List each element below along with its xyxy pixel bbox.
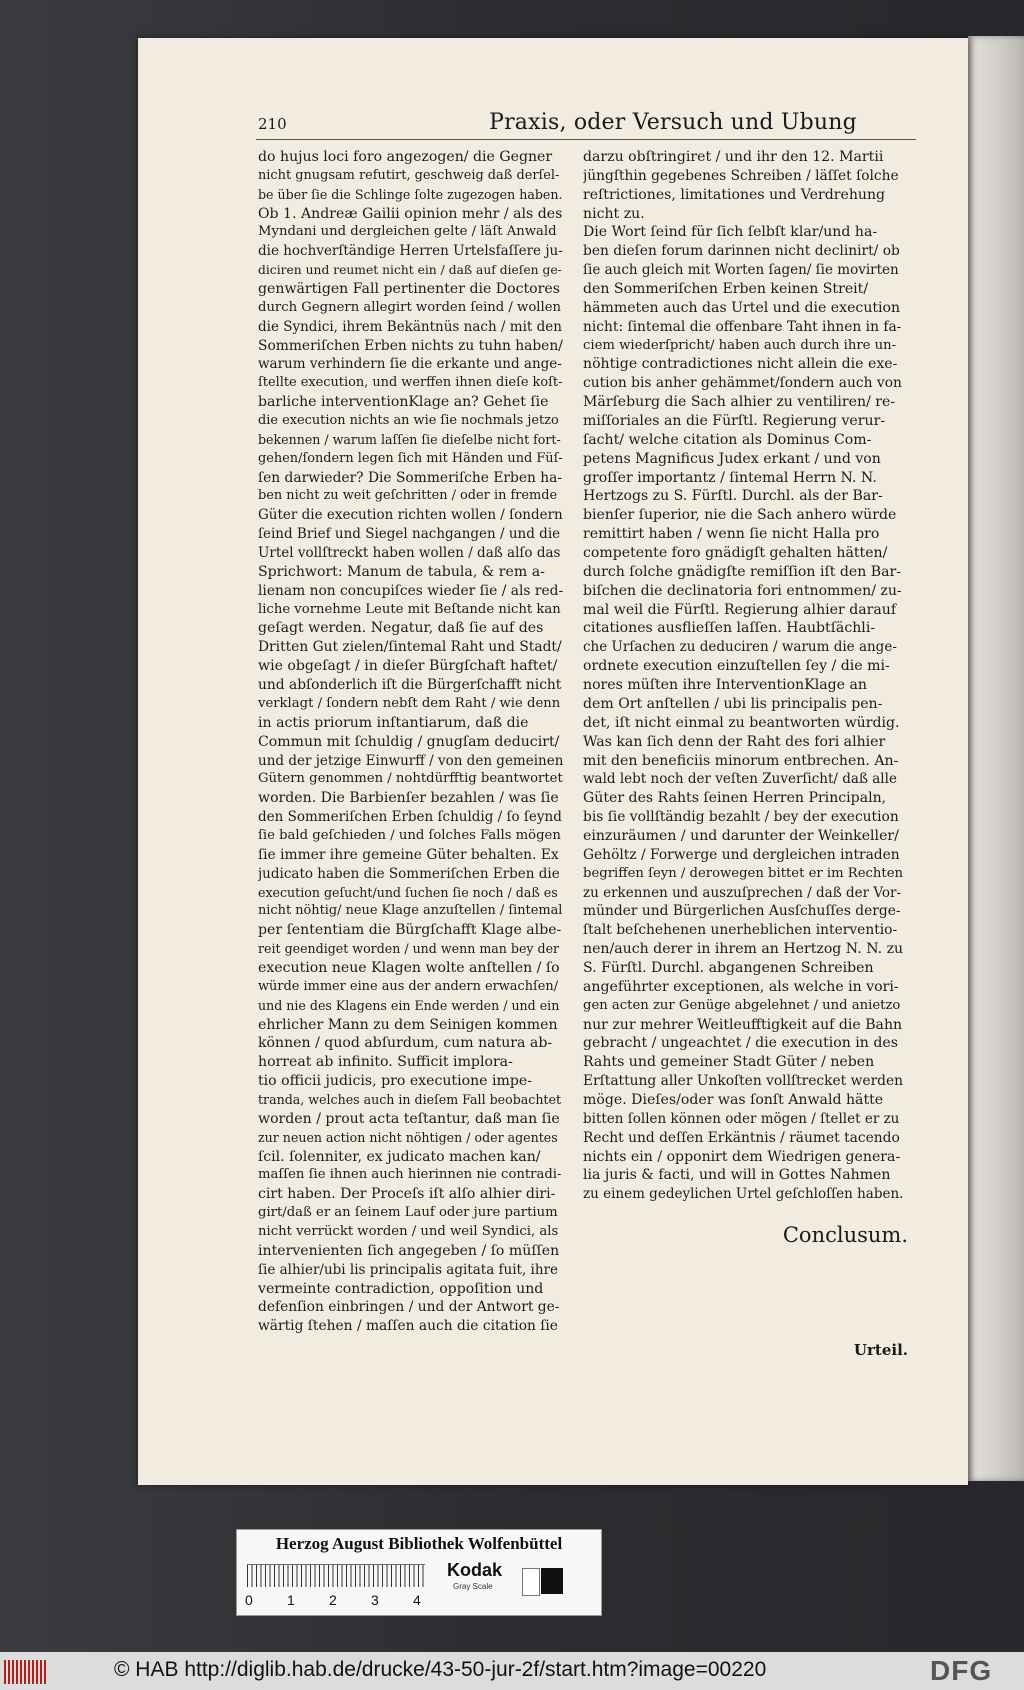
text-line: Rahts und gemeiner Stadt Güter / neben xyxy=(583,1054,875,1071)
text-line: det, iſt nicht einmal zu beantworten würdig. xyxy=(583,714,900,731)
text-line: wie obgeſagt / in dieſer Bürgſchaft haftet/ xyxy=(258,658,558,675)
text-line: be über ſie die Schlinge ſolte zugezogen haben. xyxy=(258,186,563,202)
text-line: den Sommeriſchen Erben ſchuldig / ſo ſeynd xyxy=(258,809,562,826)
library-name: Herzog August Bibliothek Wolfenbüttel xyxy=(275,1534,563,1553)
dfg-logo: DFG xyxy=(930,1655,993,1686)
text-line: tio officii judicis, pro executione impe- xyxy=(258,1073,532,1090)
text-line: hämmeten auch das Urtel und die execution xyxy=(583,299,901,316)
text-line: petens Magnificus Judex erkant / und von xyxy=(583,450,881,467)
running-head: Praxis, oder Versuch und Ubung xyxy=(489,110,857,135)
text-line: ſen darwieder? Die Sommeriſche Erben ha- xyxy=(258,469,563,486)
text-line: ſacht/ welche citation als Dominus Com- xyxy=(583,431,872,448)
text-line: barliche interventionKlage an? Gehet ſie xyxy=(258,394,549,411)
text-line: zu einem gedeylichen Urtel geſchloſſen haben. xyxy=(583,1186,903,1203)
scale-number: 1 xyxy=(287,1592,295,1608)
text-line: reſtrictiones, limitationes und Verdrehung xyxy=(583,186,886,203)
text-line: Dritten Gut zielen/ſintemal Raht und Stadt/ xyxy=(258,639,562,656)
text-line: Sommeriſchen Erben nichts zu tuhn haben/ xyxy=(258,337,563,354)
text-line: angeführter exceptionen, als welche in vori- xyxy=(583,978,899,995)
text-line: execution geſucht/und ſuchen ſie noch / daß es xyxy=(258,884,558,900)
text-line: durch ſolche gnädigſte remiſſion iſt den Bar- xyxy=(583,563,902,580)
ruler-scale xyxy=(247,1564,425,1587)
text-line: und nie des Klagens ein Ende werden / und ein xyxy=(258,997,560,1013)
text-line: ſeind Brief und Siegel nachgangen / und die xyxy=(258,526,561,543)
text-line: vermeinte contradiction, oppoſition und xyxy=(258,1280,544,1297)
scale-number: 0 xyxy=(245,1592,253,1608)
text-line: miſſoriales an die Fürſtl. Regierung verur- xyxy=(583,413,886,430)
text-line: ſcil. ſolenniter, ex judicato machen kan/ xyxy=(258,1148,541,1165)
text-line: lienam non concupiſces wieder ſie / als red- xyxy=(258,582,563,599)
text-line: worden / prout acta teſtantur, daß man ſie xyxy=(258,1110,560,1127)
scale-number: 2 xyxy=(329,1592,337,1608)
text-line: nen/auch derer in ihrem an Hertzog N. N. zu xyxy=(583,941,903,958)
barcode-icon xyxy=(4,1660,48,1684)
text-line: reit geendiget worden / und wenn man bey der xyxy=(258,941,560,957)
gray-patch-white xyxy=(522,1568,540,1596)
text-line: horreat ab infinito. Sufficit implora- xyxy=(258,1054,513,1071)
text-line: ſie immer ihre gemeine Güter behalten. Ex xyxy=(258,846,559,863)
text-line: geſagt werden. Negatur, daß ſie auf des xyxy=(258,620,544,637)
text-line: citationes ausflieſſen laſſen. Haubtſächli- xyxy=(583,620,876,637)
next-page-edge xyxy=(968,36,1024,1481)
text-line: competente foro gnädigſt gehalten hätten/ xyxy=(583,545,888,562)
text-line: worden. Die Barbienſer bezahlen / was ſie xyxy=(258,790,559,807)
catchword: Urteil. xyxy=(853,1341,908,1359)
text-line: bis ſie vollſtändig bezahlt / bey der execution xyxy=(583,809,899,826)
text-line: defenſion einbringen / und der Antwort ge- xyxy=(258,1299,560,1316)
text-line: den Sommeriſchen Erben keinen Streit/ xyxy=(583,281,869,298)
text-line: ehrlicher Mann zu dem Seinigen kommen xyxy=(258,1016,558,1033)
text-line: per ſententiam die Bürgſchafft Klage albe- xyxy=(258,922,562,939)
text-line: und abſonderlich iſt die Bürgerſchafft nicht xyxy=(258,677,562,694)
text-line: begriffen ſeyn / derowegen bittet er im Rechten xyxy=(583,865,903,881)
text-line: nichts ein / opponirt dem Wiedrigen genera- xyxy=(583,1148,901,1165)
text-line: münder und Bürgerlichen Ausſchuſſes derge- xyxy=(583,903,901,920)
conclusum-heading: Conclusum. xyxy=(782,1223,908,1247)
text-line: ordnete execution einzuſtellen ſey / die mi- xyxy=(583,658,890,675)
text-line: Myndani und dergleichen gelte / läſt Anwald xyxy=(258,224,557,240)
text-line: verklagt / ſondern nebſt dem Raht / wie denn xyxy=(258,695,561,711)
text-line: maſſen ſie ihnen auch hierinnen nie contradi- xyxy=(258,1167,562,1183)
text-line: ben dieſen forum darinnen nicht declinirt/ ob xyxy=(583,243,900,260)
text-line: ſie alhier/ubi lis principalis agitata fuit, ihre xyxy=(258,1261,559,1278)
text-line: Urtel vollſtreckt haben wollen / daß alſo das xyxy=(258,545,561,562)
text-line: Recht und deſſen Erkäntnis / räumet tacendo xyxy=(583,1129,900,1146)
text-line: gen acten zur Genüge abgelehnet / und anietzo xyxy=(583,997,901,1013)
text-line: tranda, welches auch in dieſem Fall beobachtet xyxy=(258,1091,562,1107)
text-line: nur zur mehrer Weitleufftigkeit auf die Bahn xyxy=(583,1016,903,1033)
text-line: Die Wort ſeind für ſich ſelbſt klar/und ha- xyxy=(583,224,878,241)
text-line: wald lebt noch der veſten Zuverſicht/ daß alle xyxy=(583,771,897,788)
text-line: dem Ort anſtellen / ubi lis principalis pen- xyxy=(583,695,883,712)
text-line: nores müſten ihre InterventionKlage an xyxy=(583,677,867,694)
page-number: 210 xyxy=(258,115,287,133)
book-page xyxy=(138,38,968,1485)
text-line: zu erkennen und auszuſprechen / daß der Vor- xyxy=(583,884,902,901)
scale-number: 3 xyxy=(371,1592,379,1608)
text-line: ſtellte execution, und werffen ihnen dieſe koſt- xyxy=(258,375,563,391)
text-line: durch Gegnern allegirt worden ſeind / wollen xyxy=(258,299,562,315)
library-color-card xyxy=(236,1529,602,1616)
text-line: genwärtigen Fall pertinenter die Doctores xyxy=(258,281,560,298)
text-line: cution bis anher gehämmet/ſondern auch von xyxy=(583,375,902,392)
text-line: möge. Dieſes/oder was ſonſt Anwald hätte xyxy=(583,1091,884,1108)
text-line: lia juris & facti, und will in Gottes Nahmen xyxy=(583,1167,891,1184)
text-line: warum verhindern ſie die erkante und ange- xyxy=(258,356,562,373)
text-line: die Syndici, ihrem Bekäntnüs nach / mit den xyxy=(258,318,562,335)
text-line: Ob 1. Andreæ Gailii opinion mehr / als des xyxy=(258,205,563,222)
text-line: Gütern genommen / nohtdürfftig beantwortet xyxy=(258,771,563,787)
text-line: gebracht / ungeachtet / die execution in des xyxy=(583,1035,898,1052)
gray-scale-label: Gray Scale xyxy=(453,1582,493,1591)
text-line: diciren und reumet nicht ein / daß auf dieſen ge- xyxy=(258,263,562,278)
text-line: biſchen die declinatoria fori entnommen/ zu- xyxy=(583,582,902,599)
text-line: ben nicht zu weit geſchritten / oder in fremde xyxy=(258,488,558,504)
text-line: Sprichwort: Manum de tabula, & rem a- xyxy=(258,563,545,580)
text-line: können / quod abſurdum, cum natura ab- xyxy=(258,1035,553,1052)
text-line: in actis priorum inſtantiarum, daß die xyxy=(258,714,529,731)
text-line: remittirt haben / wenn ſie nicht Halla pro xyxy=(583,526,880,543)
footer-bar xyxy=(0,1652,1024,1690)
text-line: cirt haben. Der Proceſs iſt alſo alhier diri- xyxy=(258,1186,556,1203)
left-column xyxy=(258,148,563,1336)
text-line: bienſer ſuperior, nie die Sach anhero würde xyxy=(583,507,897,524)
text-line: gehen/ſondern legen ſich mit Händen und Füſ- xyxy=(258,450,563,466)
text-line: die execution nichts an wie ſie nochmals jetzo xyxy=(258,413,559,429)
text-line: würde immer eine aus der andern erwachſen/ xyxy=(258,978,559,994)
text-line: Commun mit ſchuldig / gnugſam deducirt/ xyxy=(258,733,560,750)
text-line: einzuräumen / und darunter der Weinkeller/ xyxy=(583,827,899,844)
text-line: Gehöltz / Forwerge und dergleichen intraden xyxy=(583,846,900,863)
text-line: Güter die execution richten wollen / ſondern xyxy=(258,507,563,524)
text-line: girt/daß er an ſeinem Lauf oder jure partium xyxy=(258,1205,558,1221)
text-line: intervenienten ſich angegeben / ſo müſſen xyxy=(258,1242,560,1259)
text-line: bekennen / warum laſſen ſie dieſelbe nicht fort- xyxy=(258,431,561,447)
text-line: jüngſthin gegebenes Schreiben / läſſet ſolche xyxy=(583,167,899,184)
text-line: nicht verrückt worden / und weil Syndici, als xyxy=(258,1223,559,1239)
text-line: Hertzogs zu S. Fürſtl. Durchl. als der Bar- xyxy=(583,488,883,505)
text-line: do hujus loci foro angezogen/ die Gegner xyxy=(258,149,553,165)
text-line: mal weil die Fürſtl. Regierung alhier darauf xyxy=(583,601,897,618)
text-line: groſſer importantz / ſintemal Herrn N. N. xyxy=(583,469,877,486)
footer-copyright-url[interactable]: © HAB http://diglib.hab.de/drucke/43-50-jur-2f/start.htm?image=00220 xyxy=(114,1658,767,1681)
text-line: nöhtige contradictiones nicht allein die exe- xyxy=(583,356,898,373)
text-line: ſtalt beſchehenen unerheblichen interventio- xyxy=(583,922,898,939)
text-line: nicht gnugsam refutirt, geschweig daß derſel- xyxy=(258,167,560,183)
text-line: die hochverſtändige Herren Urtelsfaſſere ju- xyxy=(258,243,563,260)
text-line: ſie auch gleich mit Worten ſagen/ ſie movirten xyxy=(583,262,899,279)
text-line: S. Fürſtl. Durchl. abgangenen Schreiben xyxy=(583,959,874,976)
text-line: che Urſachen zu deduciren / warum die ange- xyxy=(583,639,897,656)
head-rule xyxy=(256,139,916,140)
text-line: darzu obſtringiret / und ihr den 12. Martii xyxy=(583,149,884,165)
gray-patch-black xyxy=(541,1568,563,1594)
text-line: judicato haben die Sommeriſchen Erben die xyxy=(258,865,560,882)
text-line: ſie bald geſchieden / und ſolches Falls mögen xyxy=(258,827,561,843)
kodak-logo: Kodak xyxy=(447,1560,503,1580)
text-line: execution neue Klagen wolte anſtellen / ſo xyxy=(258,959,560,976)
right-column xyxy=(583,148,903,1204)
text-line: nicht: ſintemal die offenbare Taht ihnen in fa- xyxy=(583,318,902,335)
text-line: und der jetzige Einwurff / von den gemeinen xyxy=(258,752,563,769)
text-line: nicht nöhtig/ neue Klage anzuſtellen / ſintemal xyxy=(258,903,563,919)
text-line: wärtig ſtehen / maſſen auch die citation ſie xyxy=(258,1318,558,1335)
text-line: Märſeburg die Sach alhier zu ventiliren/ re- xyxy=(583,394,896,411)
text-line: ciem wiederſpricht/ haben auch durch ihre un- xyxy=(583,337,897,353)
text-line: Erſtattung aller Unkoſten vollſtrecket werden xyxy=(583,1073,903,1090)
text-line: bitten ſollen können oder mögen / ſtellet er zu xyxy=(583,1110,900,1127)
text-line: zur neuen action nicht nöhtigen / oder agentes xyxy=(258,1129,558,1145)
text-line: nicht zu. xyxy=(583,205,645,222)
text-line: Güter des Rahts ſeinen Herren Principaln, xyxy=(583,790,887,807)
text-line: liche vornehme Leute mit Beſtande nicht kan xyxy=(258,601,561,617)
text-line: Was kan ſich denn der Raht des fori alhier xyxy=(583,733,886,750)
scale-number: 4 xyxy=(413,1592,421,1608)
text-line: mit den beneficiis minorum entbrechen. An- xyxy=(583,752,899,769)
